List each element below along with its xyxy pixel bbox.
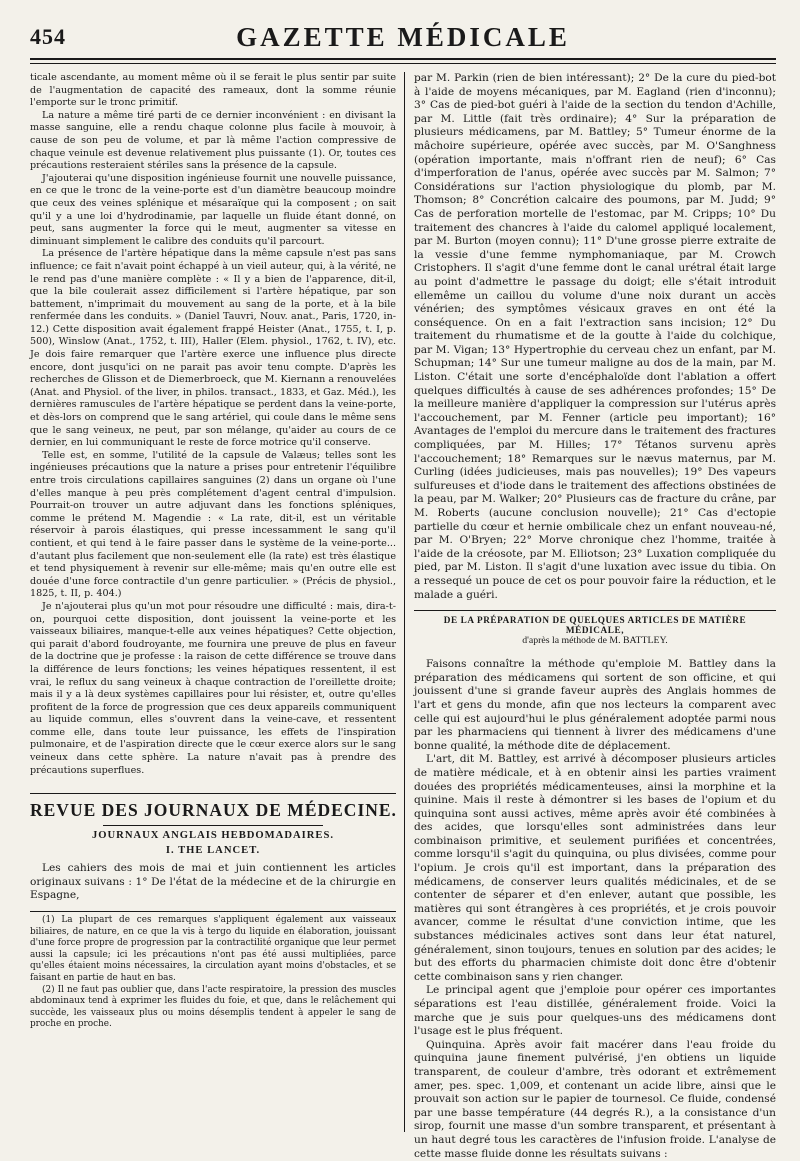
paragraph: par M. Parkin (rien de bien intéressant); 2° De la cure du pied-bot à l'aide de moyens mécaniques, par M. Eagland (rien d'inconnu); 3° Cas de pied-bot guéri à l'aide de la section du tendon d'Achille, par M. Little (fait très ordinaire); 4° Sur la préparation de plusieurs médicamens, par M. Battley; 5° Tumeur énorme de la mâchoire supérieure, opérée avec succès, par M. O'Sanghness (opération importante, mais n'offrant rien de neuf); 6° Cas d'imperforation de l'anus, opérée avec succès par M. Salmon; 7° Considérations sur l'action physiologique du plomb, par M. Thomson; 8° Concrétion calcaire des poumons, par M. Judd; 9° Cas de perforation mortelle de l'estomac, par M. Cripps; 10° Du traitement des chancres à l'aide du calomel appliqué localement, par M. Burton (moyen connu); 11° D'une grosse pierre extraite de la vessie d'une femme nymphomaniaque, par M. Crowch Cristophers. Il s'agit d'une femme dont le canal urétral était large au point d'admettre le passage du doigt; elle s'était introduit ellemême un caillou du volume d'une noix durant un accès vénérien; des symptômes vésicaux graves en ont été la conséquence. On en a fait l'extraction sans incision; 12° Du traitement du rhumatisme et de la goutte à l'aide du colchique, par M. Vigan; 13° Hypertrophie du cerveau chez un enfant, par M. Schupman; 14° Sur une tumeur maligne au dos de la main, par M. Liston. C'était une sorte d'encéphaloïde dont l'ablation a offert quelques difficultés à cause de ses adhérences profondes; 15° De la meilleure manière d'appliquer la compression sur l'utérus après l'accouchement, par M. Fenner (article peu important); 16° Avantages de l'emploi du mercure dans le traitement des fractures compliquées, par M. Hilles; 17° Tétanos survenu après l'accouchement; 18° Remarques sur le nævus maternus, par M. Curling (idées judicieuses, mais pas nouvelles); 19° Des vapeurs sulfureuses et d'iode dans le traitement des affections obstinées de la peau, par M. Walker; 20° Plusieurs cas de fracture du crâne, par M. Roberts (aucune conclusion nouvelle); 21° Cas d'ectopie partielle du cœur et hernie ombilicale chez un enfant nouveau-né, par M. O'Bryen; 22° Morve chronique chez l'homme, traitée à l'aide de la créosote, par M. Elliotson; 23° Luxation compliquée du pied, par M. Liston. Il s'agit d'une luxation avec issue du tibia. On a ressequé un pouce de cet os pour pouvoir faire la réduction, et le malade a guéri. [414, 72, 776, 601]
section-divider [30, 793, 396, 794]
footnote: (1) La plupart de ces remarques s'appliquent également aux vaisseaux biliaires, de nature, en ce que la vis à tergo du liquide en élaboration, jouissant d'une force propre de progression par la contractilité organique que leur permet aussi la capsule; ici les précautions n'ont pas été aussi multipliées, parce qu'elles étaient moins nécessaires, la circulation ayant moins d'obstacles, et se faisant en partie de haut en bas. [30, 915, 396, 983]
text-columns [30, 72, 776, 1160]
article-heading [414, 610, 776, 646]
page-number: 454 [30, 24, 66, 49]
paragraph: Je n'ajouterai plus qu'un mot pour résoudre une difficulté : mais, dira-t-on, pourquoi cette disposition, dont jouissent la veine-porte et les vaisseaux biliaires, manque-t-elle aux veines hépatiques? Cette objection, qui parait d'abord foudroyante, me fournira une preuve de plus en faveur de la doctrine que je professe : la raison de cette différence se trouve dans la différence de leurs fonctions; les veines hépatiques ressentent, il est vrai, le reflux du sang veineux à chaque contraction de l'oreillette droite; mais il y a là deux systèmes capillaires pour lui résister, et, outre qu'elles profitent de la force de progression que ces deux appareils communiquent au liquide commun, elles s'ouvrent dans la veine-cave, et ressentent comme elle, dans toute leur puissance, les effets de l'inspiration pulmonaire, et de l'aspiration directe que le cœur exerce alors sur le sang veineux dans cette sphère. La nature n'avait pas à prendre des précautions superflues. [30, 600, 396, 776]
article-subtitle: d'après la méthode de M. BATTLEY. [522, 635, 668, 647]
paragraph: La présence de l'artère hépatique dans la même capsule n'est pas sans influence; ce fait n'avait point échappé à un vieil auteur, qui, à la vérité, ne le rend pas d'une manière complète : « Il y a bien de l'apparence, dit-il, que la bile coulerait assez difficilement si l'artère hépatique, par son battement, n'imprimait du mouvement au sang de la porte, et à la bile renfermée dans les conduits. » (Daniel Tauvri, Nouv. anat., Paris, 1720, in-12.) Cette disposition avait également frappé Heister (Anat., 1755, t. I, p. 500), Winslow (Anat., 1752, t. III), Haller (Elem. physiol., 1762, t. IV), etc. Je dois faire remarquer que l'artère exerce une influence plus directe encore, dont jusqu'ici on ne parait pas avoir tenu compte. D'après les recherches de Glisson et de Diemerbroeck, que M. Kiernann a renouvelées (Anat. and Physiol. of the liver, in philos. transact., 1833, et Gaz. Méd.), les dernières ramuscules de l'artère hépatique se perdent dans la veine-porte, et dès-lors on comprend que le sang artériel, qui coule dans le même sens que le sang veineux, ne peut, par son mélange, qu'aider au cours de ce dernier, en lui communiquant le reste de force motrice qu'il conserve. [30, 248, 396, 449]
paragraph: Telle est, en somme, l'utilité de la capsule de Valæus; telles sont les ingénieuses précautions que la nature a prises pour entretenir l'équilibre entre trois circulations capillaires sanguines (2) dans un organe où l'une d'elles manque à peu près complétement d'agent central d'impulsion. Pourrait-on trouver un autre adjuvant dans les fonctions spléniques, comme le prétend M. Magendie : « La rate, dit-il, est un véritable réservoir à parois élastiques, qui presse incessamment le sang qu'il contient, et qui tend à le faire passer dans le système de la veine-porte... d'autant plus facilement que non-seulement elle (la rate) est très élastique et tend physiquement à revenir sur elle-même; mais qu'en outre elle est douée d'une force contractile d'un genre particulier. » (Précis de physiol., 1825, t. II, p. 404.) [30, 449, 396, 600]
left-column [30, 72, 404, 1132]
paragraph: Le principal agent que j'emploie pour opérer ces importantes séparations est l'eau distillée, généralement froide. Voici la marche que je suis pour quelques-uns des médicamens dont l'usage est le plus fréquent. [414, 984, 776, 1038]
footnotes [30, 911, 396, 1031]
journal-title: I. THE LANCET. [165, 845, 261, 857]
paragraph: L'art, dit M. Battley, est arrivé à décomposer plusieurs articles de matière médicale, et à en obtenir ainsi les parties vraiment douées des propriétés médicamenteuses, ainsi la morphine et la quinine. Mais il reste à démontrer si les bases de l'opium et du quinquina sont aussi actives, même après avoir été combinées à des acides, que lorsqu'elles sont administrées dans leur combinaison primitive, et seulement purifiées et concentrées, comme lorsqu'il s'agit du quinquina, ou plus divisées, comme pour l'opium. Je crois qu'il est important, dans la préparation des médicamens, de conserver leurs qualités médicinales, et de se contenter de séparer et d'en enlever, autant que possible, les matières qui sont étrangères à ces propriétés, et je crois pouvoir avancer, comme le résultat d'une conviction intime, que les substances médicinales actives sont dans leur état naturel, généralement, sinon toujours, tenues en solution par des acides; le but des efforts du pharmacien chimiste doit donc être d'obtenir cette combinaison sans y rien changer. [414, 753, 776, 983]
title-rule [103, 825, 323, 826]
paragraph: Faisons connaître la méthode qu'emploie M. Battley dans la préparation des médicamens qui sortent de son officine, et qui jouissent d'une si grande faveur auprès des Anglais hommes de l'art et gens du monde, afin que nos lecteurs la comparent avec celle qui est aujourd'hui le plus généralement adoptée parmi nous par les pharmaciens qui tiennent à livrer des médicamens d'une bonne qualité, la méthode dite de déplacement. [414, 658, 776, 752]
header-rule [30, 63, 776, 64]
paragraph: J'ajouterai qu'une disposition ingénieuse fournit une nouvelle puissance, en ce que le tronc de la veine-porte est d'un diamètre beaucoup moindre que ceux des veines splénique et mésaraïque qui la composent ; on sait qu'il y a une loi d'hydrodinamie, par laquelle un fluide étant donné, on peut, sans augmenter la force qui le meut, augmenter sa vitesse en diminuant simplement le calibre des conduits qu'il parcourt. [30, 172, 396, 247]
paragraph: ticale ascendante, au moment même où il se ferait le plus sentir par suite de l'augmentation de capacité des rameaux, dont la somme réunie l'emporte sur le tronc primitif. [30, 72, 396, 109]
paragraph: La nature a même tiré parti de ce dernier inconvénient : en divisant la masse sanguine, elle a rendu chaque colonne plus facile à mouvoir, à cause de son peu de volume, et par là même l'action compressive de chaque veinule est devenue relativement plus puissante (1). Or, toutes ces précautions resteraient stériles sans la présence de la capsule. [30, 109, 396, 172]
paragraph: Les cahiers des mois de mai et juin contiennent les articles originaux suivans : 1° De l'état de la médecine et de la chirurgie en Espagne, [30, 862, 396, 902]
page-header [30, 18, 776, 60]
running-title: GAZETTE MÉDICALE [236, 22, 570, 52]
footnote: (2) Il ne faut pas oublier que, dans l'acte respiratoire, la pression des muscles abdominaux tend à exprimer les fluides du foie, et que, dans le relâchement qui succède, les vaisseaux plus ou moins désemplis tendent à appeler le sang de proche en proche. [30, 984, 396, 1030]
right-column [404, 72, 776, 1160]
paragraph: Quinquina. Après avoir fait macérer dans l'eau froide du quinquina jaune finement pulvérisé, j'en obtiens un liquide transparent, de couleur d'ambre, très odorant et extrêmement amer, pes. spec. 1,009, et contenant un acide libre, ainsi que le prouvait son action sur le papier de tournesol. Ce fluide, condensé par une basse température (44 degrés R.), a la consistance d'un sirop, fournit une masse d'un sombre transparent, et présentant à un haut degré tous les caractères de l'infusion froide. L'analyse de cette masse fluide donne les résultats suivans : [414, 1038, 776, 1160]
section-title: REVUE DES JOURNAUX DE MÉDECINE. [30, 800, 397, 821]
article-title: DE LA PRÉPARATION DE QUELQUES ARTICLES DE MATIÈRE MÉDICALE, [443, 615, 747, 636]
section-subtitle: JOURNAUX ANGLAIS HEBDOMADAIRES. [91, 830, 335, 842]
